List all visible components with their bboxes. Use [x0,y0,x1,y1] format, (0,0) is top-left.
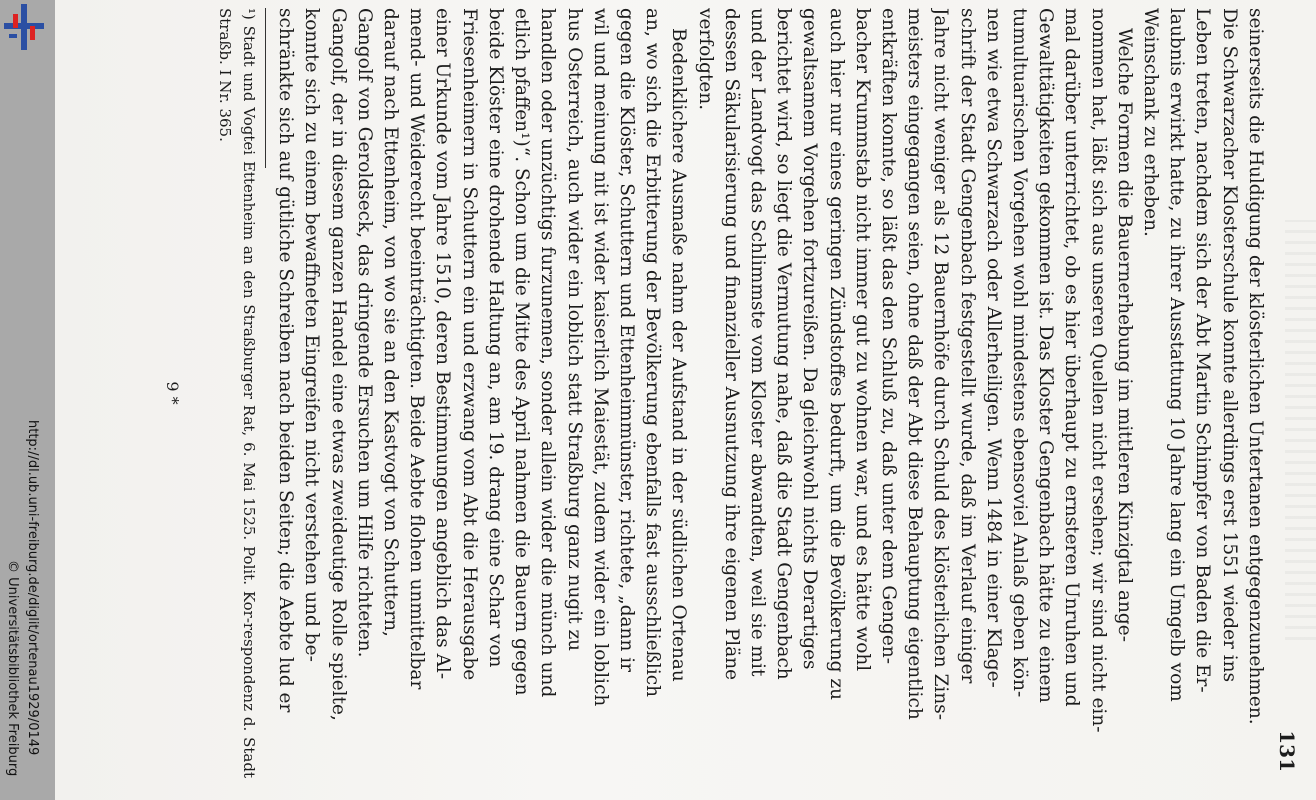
text-line: wil und meinung nit ist wider kaiserlich Maiestät, zudem wider ein loblich [589,8,611,707]
text-line: berichtet wird, so liegt die Vermutung nahe, daß die Stadt Gengenbach [773,8,795,680]
text-line: gegen die Klöster, Schuttern und Ettenheimmünster, richtete, „dann ir [615,8,637,673]
text-line: beide Klöster eine drohende Haltung an, am 19. drang eine Schar von [484,8,506,668]
signature-mark: 9 * [163,381,183,405]
scanned-page [55,0,1316,800]
text-line: tumultuarischen Vorgehen wohl mindestens ebensoviel Anlaß geben kön- [1008,8,1030,698]
library-logo-icon [4,4,44,50]
body-text [272,8,1268,778]
text-line: laubnis erwirkt hatte, zu ihrer Ausstattung 10 Jahre lang ein Umgelb vom [1166,8,1188,702]
text-line: Leben treten, nachdem sich der Abt Martin Schimpfer von Baden die Er- [1192,8,1214,693]
text-line: handlen oder unzüchtigs furzunemen, sonder allein wider die münch und [537,8,559,698]
text-line: schrift der Stadt Gengenbach festgestellt wurde, daß im Verlauf einiger [956,8,978,684]
text-line: Friesenheimern in Schuttern ein und erzwang vom Abt die Herausgabe [458,8,480,681]
text-line: darauf nach Ettenheim, von wo sie an den Kastvogt von Schuttern, [380,8,402,637]
text-line: verfolgten. [694,8,716,111]
text-line: entkräften konnte, so läßt das den Schluß zu, daß unter dem Gengen- [877,8,899,664]
text-line: nommen hat, läßt sich aus unseren Quellen nicht ersehen; wir sind nicht ein- [1087,8,1109,733]
page-number: 131 [1275,730,1299,772]
text-line: nen wie etwa Schwarzach oder Allerheiligen. Wenn 1484 in einer Klage- [982,8,1004,688]
text-line: meisters eingegangen seien, ohne daß der Abt diese Behauptung eigentlich [904,8,926,720]
text-line: Die Schwarzacher Klosterschule konnte allerdings erst 1551 wieder ins [1218,8,1240,683]
text-line: Jahre nicht weniger als 12 Bauernhöfe durch Schuld des klösterlichen Zins- [930,8,952,720]
text-line: mend- und Weiderecht beeinträchtigten. Beide Aebte flohen unmittelbar [406,8,428,690]
text-line: hus Osterreich, auch wider ein loblich statt Straßburg ganz nugit zu [563,8,585,652]
text-line: Bedenklichere Ausmaße nahm der Aufstand in der südlichen Ortenau [668,28,690,682]
text-line: konnte sich zu einem bewaffneten Eingreifen nicht verstehen und be- [301,8,323,662]
source-url-credit: http://dl.ub.uni-freiburg.de/diglit/ortenau1929/0149 [25,420,40,756]
text-line: seinerseits die Huldigung der klösterlichen Untertanen entgegenzunehmen. [1244,8,1266,725]
text-line: Gewalttätigkeiten gekommen ist. Das Kloster Gengenbach hätte zu einem [1035,8,1057,703]
text-line: etlich pfaffen¹)“. Schon um die Mitte des April nahmen die Bauern gegen [511,8,533,696]
text-line: Welche Formen die Bauernerhebung im mittleren Kinzigtal ange- [1113,28,1135,642]
text-line: und der Landvogt das Schlimmste vom Kloster abwandten, weil sie mit [746,8,768,677]
text-line: einer Urkunde vom Jahre 1510, deren Bestimmungen angeblich das Al- [432,8,454,680]
text-line: bacher Krummstab nicht immer gut zu wohnen war, und es hätte wohl [851,8,873,672]
copyright-credit: © Universitätsbibliothek Freiburg [5,560,20,777]
footnote: ¹) Stadt und Vogtei Ettenheim an den Straßburger Rat, 6. Mai 1525. Polit. Kor-respondenz d. Stadt Straßb. I Nr. 365. [216,8,259,778]
viewer-sidebar [0,0,55,800]
text-line: an, wo sich die Erbitterung der Bevölkerung ebenfalls fast ausschließlich [642,8,664,698]
footnote-rule [265,8,266,168]
text-line: dessen Säkularisierung und finanzieller Ausnutzung ihre eigenen Pläne [720,8,742,681]
text-line: auch hier nur eines geringen Zündstoffes bedurft, um die Bevölkerung zu [825,8,847,700]
text-line: schränkte sich auf gütliche Schreiben nach beiden Seiten; die Aebte lud er [275,8,297,713]
text-line: Weinschank zu erheben. [1139,8,1161,237]
text-line: Gangolf von Geroldseck, das dringende Ersuchen um Hilfe richteten. [353,8,375,658]
text-line: gewaltsamem Vorgehen fortzureißen. Da gleichwohl nichts Derartiges [799,8,821,670]
page-text-block [159,8,1300,778]
text-line: Gangolf, der in diesem ganzen Handel eine etwas zweideutige Rolle spielte, [327,8,349,721]
text-line: mal darüber unterrichtet, ob es hier überhaupt zu ernsteren Unruhen und [1061,8,1083,707]
